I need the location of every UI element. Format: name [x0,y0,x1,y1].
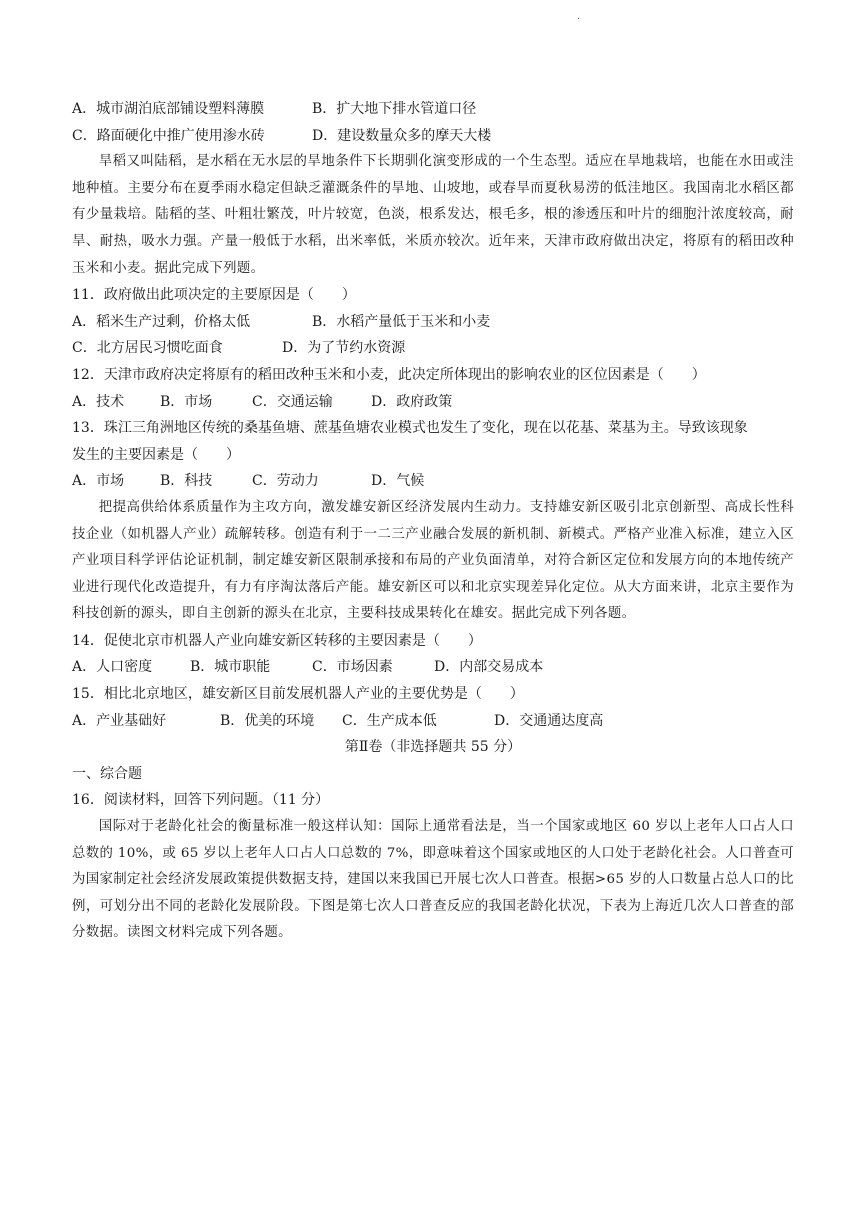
q11-option-a: A．稻米生产过剩，价格太低 [72,313,251,330]
q15-stem: 15．相比北京地区，雄安新区目前发展机器人产业的主要优势是（ ） [72,686,524,703]
q15-option-d: D．交通通达度高 [494,712,604,729]
q14-option-c: C．市场因素 [312,659,393,676]
q13-stem-line-1: 13．珠江三角洲地区传统的桑基鱼塘、蔗基鱼塘农业模式也发生了变化，现在以花基、菜基为主。导致该现象 [72,420,748,437]
q14-options [72,654,794,681]
passage-xiongan: 把提高供给体系质量作为主攻方向，激发雄安新区经济发展内生动力。支持雄安新区吸引北京创新型、高成长性科技企业（如机器人产业）疏解转移。创造有利于一二三产业融合发展的新机制、新模式。严格产业准入标准，建立入区产业项目科学评估论证机制，制定雄安新区限制承接和布局的产业负面清单，对符合新区定位和发展方向的本地传统产业进行现代化改造提升，有力有序淘汰落后产能。雄安新区可以和北京实现差异化定位。从大方面来讲，北京主要作为科技创新的源头，即自主创新的源头在北京，主要科技成果转化在雄安。据此完成下列各题。 [72,499,794,622]
q14-option-d: D．内部交易成本 [434,659,544,676]
section-2-title: 第Ⅱ卷（非选择题共 55 分） [344,739,522,756]
passage-upland-rice: 旱稻又叫陆稻，是水稻在无水层的旱地条件下长期驯化演变形成的一个生态型。适应在旱地栽培，也能在水田或洼地种植。主要分布在夏季雨水稳定但缺乏灌溉条件的旱地、山坡地，或春旱而夏秋易涝的低洼地区。我国南北水稻区都有少量栽培。陆稻的茎、叶粗壮繁茂，叶片较宽，色淡，根系发达，根毛多，根的渗透压和叶片的细胞汁浓度较高，耐旱、耐热，吸水力强。产量一般低于水稻，出米率低，米质亦较次。近年来，天津市政府做出决定，将原有的稻田改种玉米和小麦。据此完成下列题。 [72,154,794,276]
q14-option-a: A．人口密度 [72,659,153,676]
q12-option-b: B．市场 [160,393,213,410]
q10-options-row-1 [72,96,794,123]
q10-option-d: D．建设数量众多的摩天大楼 [312,127,492,144]
q11-option-c: C．北方居民习惯吃面食 [72,340,223,357]
q15-options [72,708,794,735]
q10-option-c: C．路面硬化中推广使用渗水砖 [72,127,265,144]
q10-option-b: B．扩大地下排水管道口径 [312,101,477,117]
q11-option-b: B．水稻产量低于玉米和小麦 [312,313,491,330]
q12-option-c: C．交通运输 [252,393,333,410]
q13-options [72,468,794,495]
q16-stem: 16．阅读材料，回答下列问题。（11 分） [72,792,330,809]
q12-option-d: D．政府政策 [371,393,453,410]
q15-option-c: C．生产成本低 [342,712,437,729]
q12-stem: 12．天津市政府决定将原有的稻田改种玉米和小麦，此决定所体现出的影响农业的区位因素是（ ） [72,366,706,383]
q10-options-row-2 [72,123,794,150]
exam-page [72,96,794,947]
q11-option-d: D．为了节约水资源 [282,340,406,357]
q14-option-b: B．城市职能 [190,659,271,676]
q13-option-c: C．劳动力 [252,473,319,490]
q15-option-b: B．优美的环境 [220,712,315,729]
part-title: 一、综合题 [72,765,142,782]
passage-aging: 国际对于老龄化社会的衡量标准一般这样认知：国际上通常看法是，当一个国家或地区 60 岁以上老年人口占人口总数的 10%，或 65 岁以上老年人口占人口总数的 7%，即意味着这个国家或地区的人口处于老龄化社会。人口普查可为国家制定社会经济发展政策提供数据支持，建国以来我国已开展七次人口普查。根据>65 岁的人口数量占总人口的比例，可划分出不同的老龄化发展阶段。下图是第七次人口普查反应的我国老龄化状况，下表为上海近几次人口普查的部分数据。读图文材料完成下列各题。 [72,819,794,941]
q13-option-d: D．气候 [371,473,425,490]
q13-option-a: A．市场 [72,473,125,490]
q13-option-b: B．科技 [160,473,213,490]
q11-options-row-1 [72,309,794,336]
header-mark: · [577,14,581,25]
q13-stem-line-2: 发生的主要因素是（ ） [72,446,240,463]
q12-option-a: A．技术 [72,393,125,410]
q12-options [72,389,794,416]
q14-stem: 14．促使北京市机器人产业向雄安新区转移的主要因素是（ ） [72,632,482,649]
q11-options-row-2 [72,335,794,362]
q11-stem: 11．政府做出此项决定的主要原因是（ ） [72,287,356,304]
q10-option-a: A．城市湖泊底部铺设塑料薄膜 [72,101,265,117]
q15-option-a: A．产业基础好 [72,712,167,729]
